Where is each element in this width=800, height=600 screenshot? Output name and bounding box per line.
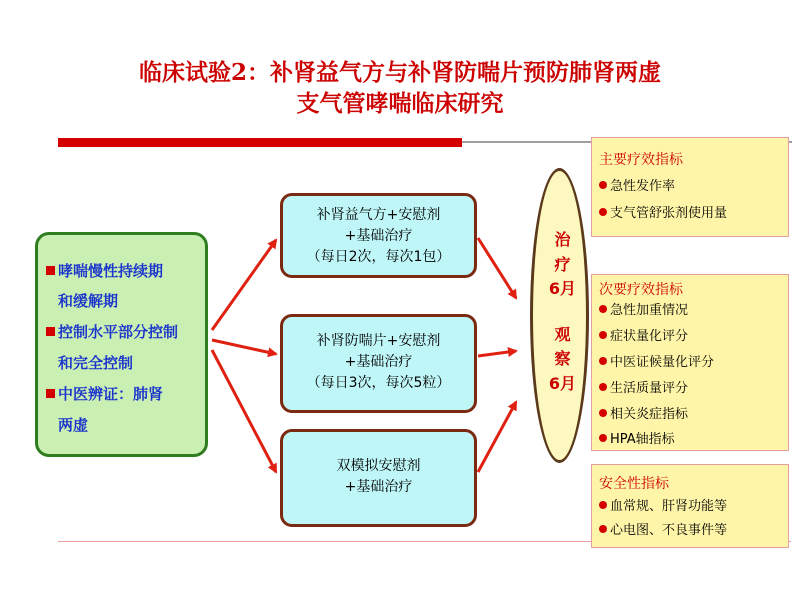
secondary-indicator-item: 相关炎症指标 [599, 406, 688, 424]
inclusion-item-3: 中医辨证：肺肾 [46, 384, 163, 404]
inclusion-item-1: 哮喘慢性持续期 [46, 261, 163, 281]
observation-char-2: 察 [554, 349, 571, 368]
secondary-indicator-item: HPA轴指标 [599, 431, 675, 449]
page-title-line1: 临床试验2：补肾益气方与补肾防喘片预防肺肾两虚 [138, 59, 661, 86]
inclusion-item-2-cont: 和完全控制 [58, 354, 134, 372]
arrow-to-group2 [212, 340, 276, 354]
red-dot-bullet [599, 383, 607, 391]
red-square-bullet [46, 389, 55, 398]
arrow-from-group1 [478, 238, 516, 298]
arrow-to-group3 [212, 350, 276, 472]
page-title-line2: 支气管哮喘临床研究 [296, 90, 504, 117]
secondary-indicators-box [591, 274, 789, 451]
red-dot-bullet [599, 501, 607, 509]
treatment-duration: 6月 [548, 279, 577, 298]
group-box-3 [280, 429, 477, 527]
group-2-line1: 补肾防喘片+安慰剂 [316, 333, 441, 349]
safety-indicators-box [591, 464, 789, 548]
group-3-line2: +基础治疗 [344, 479, 413, 495]
secondary-indicator-item: 症状量化评分 [599, 328, 688, 346]
red-dot-bullet [599, 434, 607, 442]
safety-indicator-item: 心电图、不良事件等 [599, 522, 727, 540]
safety-indicator-item: 血常规、肝肾功能等 [599, 498, 727, 516]
red-dot-bullet [599, 409, 607, 417]
inclusion-item-1-cont: 和缓解期 [58, 292, 119, 310]
arrow-from-group3 [478, 402, 516, 472]
red-dot-bullet [599, 525, 607, 533]
observation-char-1: 观 [554, 325, 571, 344]
secondary-indicators-title: 次要疗效指标 [599, 282, 683, 298]
inclusion-criteria-box [35, 232, 208, 457]
primary-indicator-item: 支气管舒张剂使用量 [599, 205, 727, 223]
secondary-indicator-item: 急性加重情况 [599, 302, 688, 320]
red-square-bullet [46, 327, 55, 336]
red-dot-bullet [599, 357, 607, 365]
arrow-from-group2 [478, 351, 516, 356]
primary-indicator-item: 急性发作率 [599, 178, 675, 196]
red-square-bullet [46, 266, 55, 275]
secondary-indicator-item: 生活质量评分 [599, 380, 688, 398]
primary-indicators-box [591, 137, 789, 237]
group-1-dosage: （每日2次，每次1包） [306, 249, 451, 265]
treatment-char-2: 疗 [554, 255, 571, 274]
red-dot-bullet [599, 331, 607, 339]
red-dot-bullet [599, 305, 607, 313]
safety-indicators-title: 安全性指标 [599, 476, 669, 492]
treatment-period-ellipse [530, 168, 589, 463]
treatment-char-1: 治 [554, 230, 571, 249]
red-dot-bullet [599, 208, 607, 216]
red-dot-bullet [599, 181, 607, 189]
primary-indicators-title: 主要疗效指标 [599, 152, 683, 168]
group-3-line1: 双模拟安慰剂 [336, 458, 421, 474]
group-1-line1: 补肾益气方+安慰剂 [316, 207, 441, 223]
group-2-dosage: （每日3次，每次5粒） [306, 375, 451, 391]
inclusion-item-2: 控制水平部分控制 [46, 322, 178, 342]
inclusion-item-3-cont: 两虚 [58, 416, 89, 434]
secondary-indicator-item: 中医证候量化评分 [599, 354, 714, 372]
arrow-to-group1 [212, 240, 276, 330]
group-1-line2: +基础治疗 [344, 228, 413, 244]
observation-duration: 6月 [548, 374, 577, 393]
group-2-line2: +基础治疗 [344, 354, 413, 370]
group-box-2 [280, 314, 477, 413]
group-box-1 [280, 193, 477, 278]
